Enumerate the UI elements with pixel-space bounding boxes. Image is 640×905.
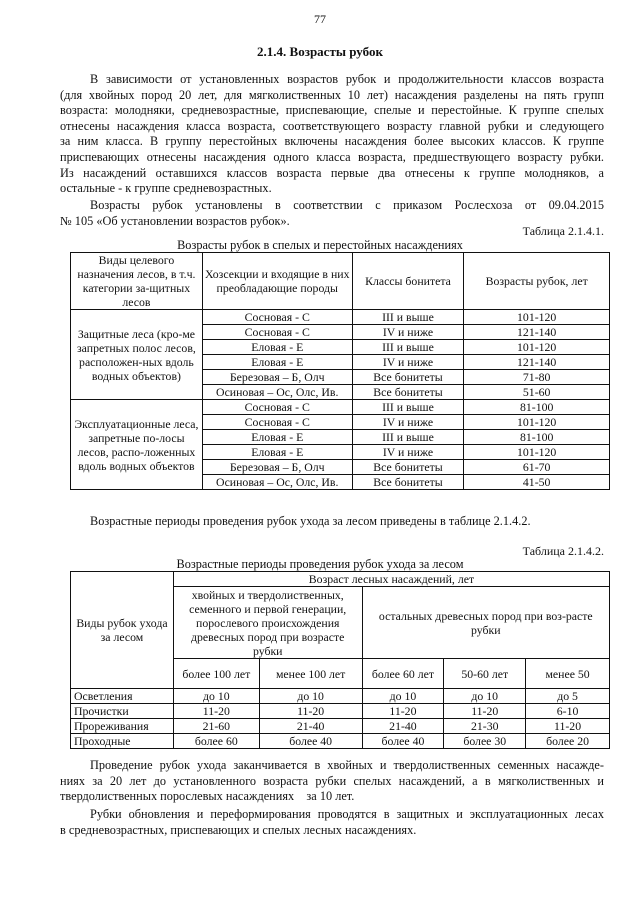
table1-title: Возрасты рубок в спелых и перестойных насаждениях (177, 238, 463, 252)
text-line: за ним класса. В группу перестойных включены насаждения более высоких классов. К группе (60, 134, 604, 149)
text-line: твердолиственных порослевых насаждениях за 10 лет. (60, 789, 355, 804)
text-line: Возрасты рубок установлены в соответствии с приказом Рослесхоза от 09.04.2015 (90, 198, 604, 212)
text-line: Из насаждений оставшихся классов возраста первые два отнесены к группе молодняков, а (60, 165, 604, 180)
bonitet-cell: IV и ниже (352, 355, 464, 370)
text-line: Рубки обновления и переформирования проводятся в защитных и эксплуатационных лесах (90, 807, 604, 821)
bonitet-cell: Все бонитеты (352, 475, 464, 490)
section-cell: Еловая - Е (202, 340, 352, 355)
section-cell: Еловая - Е (202, 445, 352, 460)
thinning-periods-table (70, 571, 610, 749)
age-cell: 121-140 (464, 325, 610, 340)
table-row (71, 719, 610, 734)
table-row (71, 400, 610, 415)
value-cell: 21-40 (362, 719, 444, 734)
subheader-cell: более 100 лет (173, 659, 259, 689)
bonitet-cell: III и выше (352, 340, 464, 355)
periods-intro (90, 514, 610, 530)
value-cell: более 40 (259, 734, 362, 749)
age-cell: 41-50 (464, 475, 610, 490)
header-stand-age: Возраст лесных насаждений, лет (173, 572, 609, 587)
subheader-cell: более 60 лет (362, 659, 444, 689)
text-line: Возрастные периоды проведения рубок ухода за лесом приведены в таблице 2.1.4.2. (90, 514, 531, 528)
table2-title: Возрастные периоды проведения рубок ухода за лесом (176, 557, 464, 571)
bonitet-cell: III и выше (352, 400, 464, 415)
value-cell: более 30 (444, 734, 526, 749)
value-cell: 11-20 (259, 704, 362, 719)
subheader-cell: 50-60 лет (444, 659, 526, 689)
renewal-paragraph (60, 807, 604, 838)
purpose-cell: Эксплуатационные леса, запретные по-лосы лесов, распо-ложенных вдоль водных объектов (71, 400, 203, 490)
bonitet-cell: Все бонитеты (352, 370, 464, 385)
value-cell: до 10 (173, 689, 259, 704)
value-cell: 21-30 (444, 719, 526, 734)
age-cell: 101-120 (464, 445, 610, 460)
table2-label: Таблица 2.1.4.2. (522, 544, 604, 558)
text-line: № 105 «Об установлении возрастов рубок». (60, 213, 290, 228)
section-cell: Сосновая - С (202, 400, 352, 415)
bonitet-cell: Все бонитеты (352, 460, 464, 475)
text-line: ниях за 20 лет до установленного возраста рубки спелых насаждений, а в мягколиственных и (60, 773, 604, 788)
table-header-row (71, 253, 610, 310)
header-other-group: остальных древесных пород при воз-расте рубки (362, 587, 609, 659)
header-purpose: Виды целевого назначения лесов, в т.ч. категории за-щитных лесов (71, 253, 203, 310)
section-cell: Березовая – Б, Олч (202, 460, 352, 475)
bonitet-cell: IV и ниже (352, 325, 464, 340)
value-cell: 21-40 (259, 719, 362, 734)
section-cell: Еловая - Е (202, 430, 352, 445)
age-cell: 51-60 (464, 385, 610, 400)
age-cell: 61-70 (464, 460, 610, 475)
table-row (71, 310, 610, 325)
purpose-cell: Защитные леса (кро-ме запретных полос лесов, расположен-ных вдоль водных объектов) (71, 310, 203, 400)
cutting-type-cell: Осветления (71, 689, 174, 704)
section-cell: Сосновая - С (202, 325, 352, 340)
value-cell: 11-20 (526, 719, 610, 734)
cutting-type-cell: Прочистки (71, 704, 174, 719)
age-cell: 101-120 (464, 340, 610, 355)
section-cell: Еловая - Е (202, 355, 352, 370)
bonitet-cell: III и выше (352, 310, 464, 325)
text-line: в средневозрастных, приспевающих и спелых лесных насаждениях. (60, 822, 417, 837)
age-cell: 101-120 (464, 415, 610, 430)
value-cell: 11-20 (362, 704, 444, 719)
bonitet-cell: IV и ниже (352, 445, 464, 460)
cutting-type-cell: Прореживания (71, 719, 174, 734)
header-bonitet: Классы бонитета (352, 253, 464, 310)
text-line: остальные - к группе средневозрастных. (60, 181, 272, 196)
closing-paragraph (60, 758, 604, 805)
value-cell: 21-60 (173, 719, 259, 734)
age-cell: 101-120 (464, 310, 610, 325)
value-cell: 6-10 (526, 704, 610, 719)
value-cell: до 10 (362, 689, 444, 704)
text-line: (для хвойных пород 20 лет, для мягколиственных 10 лет) насаждения разделены на пять групп (60, 87, 604, 102)
section-cell: Осиновая – Ос, Олс, Ив. (202, 385, 352, 400)
value-cell: 11-20 (173, 704, 259, 719)
header-conifer-group: хвойных и твердолиственных, семенного и первой генерации, порослевого происхождения древесных пород при возрасте рубки (173, 587, 362, 659)
text-line: В зависимости от установленных возрастов рубок и продолжительности классов возраста (90, 72, 604, 86)
table-row (71, 704, 610, 719)
section-cell: Березовая – Б, Олч (202, 370, 352, 385)
text-line: отнесены насаждения класса возраста, соответствующего возрасту главной рубки и следующего (60, 118, 604, 133)
text-line: возраста: молодняки, средневозрастные, приспевающие, спелые и перестойные. К группе спелых (60, 103, 604, 118)
header-section: Хозсекции и входящие в них преобладающие породы (202, 253, 352, 310)
section-cell: Осиновая – Ос, Олс, Ив. (202, 475, 352, 490)
table-row (71, 734, 610, 749)
table-header-row (71, 572, 610, 587)
bonitet-cell: IV и ниже (352, 415, 464, 430)
value-cell: 11-20 (444, 704, 526, 719)
age-cell: 121-140 (464, 355, 610, 370)
age-cell: 71-80 (464, 370, 610, 385)
value-cell: более 20 (526, 734, 610, 749)
page-number: 77 (314, 12, 326, 26)
header-age: Возрасты рубок, лет (464, 253, 610, 310)
cutting-age-table (70, 252, 610, 490)
subheader-cell: менее 50 (526, 659, 610, 689)
table-row (71, 689, 610, 704)
bonitet-cell: Все бонитеты (352, 385, 464, 400)
age-cell: 81-100 (464, 400, 610, 415)
text-line: Проведение рубок ухода заканчивается в хвойных и твердолиственных семенных насажде- (90, 758, 604, 772)
value-cell: до 10 (259, 689, 362, 704)
cutting-type-cell: Проходные (71, 734, 174, 749)
value-cell: более 40 (362, 734, 444, 749)
intro-paragraph (60, 72, 604, 197)
value-cell: до 10 (444, 689, 526, 704)
text-line: приспевающих отнесены насаждения одного класса возраста, предшествующего возрасту рубки. (60, 149, 604, 164)
value-cell: более 60 (173, 734, 259, 749)
bonitet-cell: III и выше (352, 430, 464, 445)
value-cell: до 5 (526, 689, 610, 704)
header-cutting-type: Виды рубок ухода за лесом (71, 572, 174, 689)
section-cell: Сосновая - С (202, 415, 352, 430)
section-cell: Сосновая - С (202, 310, 352, 325)
subheader-cell: менее 100 лет (259, 659, 362, 689)
table1-label: Таблица 2.1.4.1. (522, 224, 604, 238)
section-title: 2.1.4. Возрасты рубок (257, 44, 383, 59)
age-cell: 81-100 (464, 430, 610, 445)
